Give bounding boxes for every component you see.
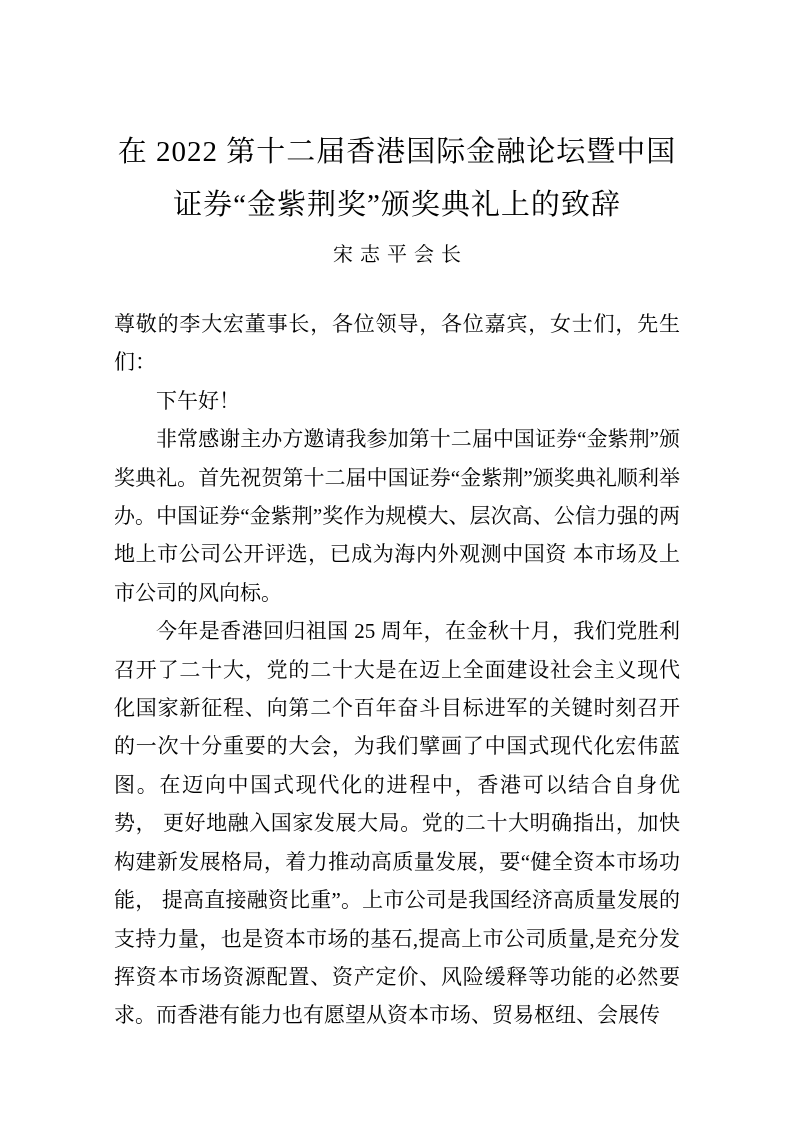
document-title [114, 126, 680, 232]
document-author: 宋志平会长 [333, 244, 468, 266]
paragraph-main-body: 今年是香港回归祖国 25 周年，在金秋十月，我们党胜利召开了二十大，党的二十大是在迈上全面建设社会主义现代化国家新征程、向第二个百年奋斗目标进军的关键时刻召开的一次十分重要的大会，为我们擘画了中国式现代化宏伟蓝图。在迈向中国式现代化的进程中，香港可以结合自身优势， 更好地融入国家发展大局。党的二十大明确指出，加快构建新发展格局，着力推动高质量发展，要“健全资本市场功能， 提高直接融资比重”。上市公司是我国经济高质量发展的支持力量，也是资本市场的基石,提高上市公司质量,是充分发挥资本市场资源配置、资产定价、风险缓释等功能的必然要求。而香港有能力也有愿望从资本市场、贸易枢纽、会展传 [114, 619, 680, 1028]
paragraph-congratulations: 非常感谢主办方邀请我参加第十二届中国证券“金紫荆”颁奖典礼。首先祝贺第十二届中国证券“金紫荆”颁奖典礼顺利举办。中国证券“金紫荆”奖作为规模大、层次高、公信力强的两地上市公司公开评选，已成为海内外观测中国资 本市场及上市公司的风向标。 [114, 427, 680, 605]
document-body [114, 305, 680, 1035]
paragraph-salutation: 尊敬的李大宏董事长，各位领导，各位嘉宾，女士们，先生们： [114, 312, 680, 375]
paragraph-greeting: 下午好！ [156, 388, 240, 413]
document-title-line-2: 证券“金紫荆奖”颁奖典礼上的致辞 [173, 189, 621, 221]
document-title-line-1: 在 2022 第十二届香港国际金融论坛暨中国 [117, 136, 677, 168]
